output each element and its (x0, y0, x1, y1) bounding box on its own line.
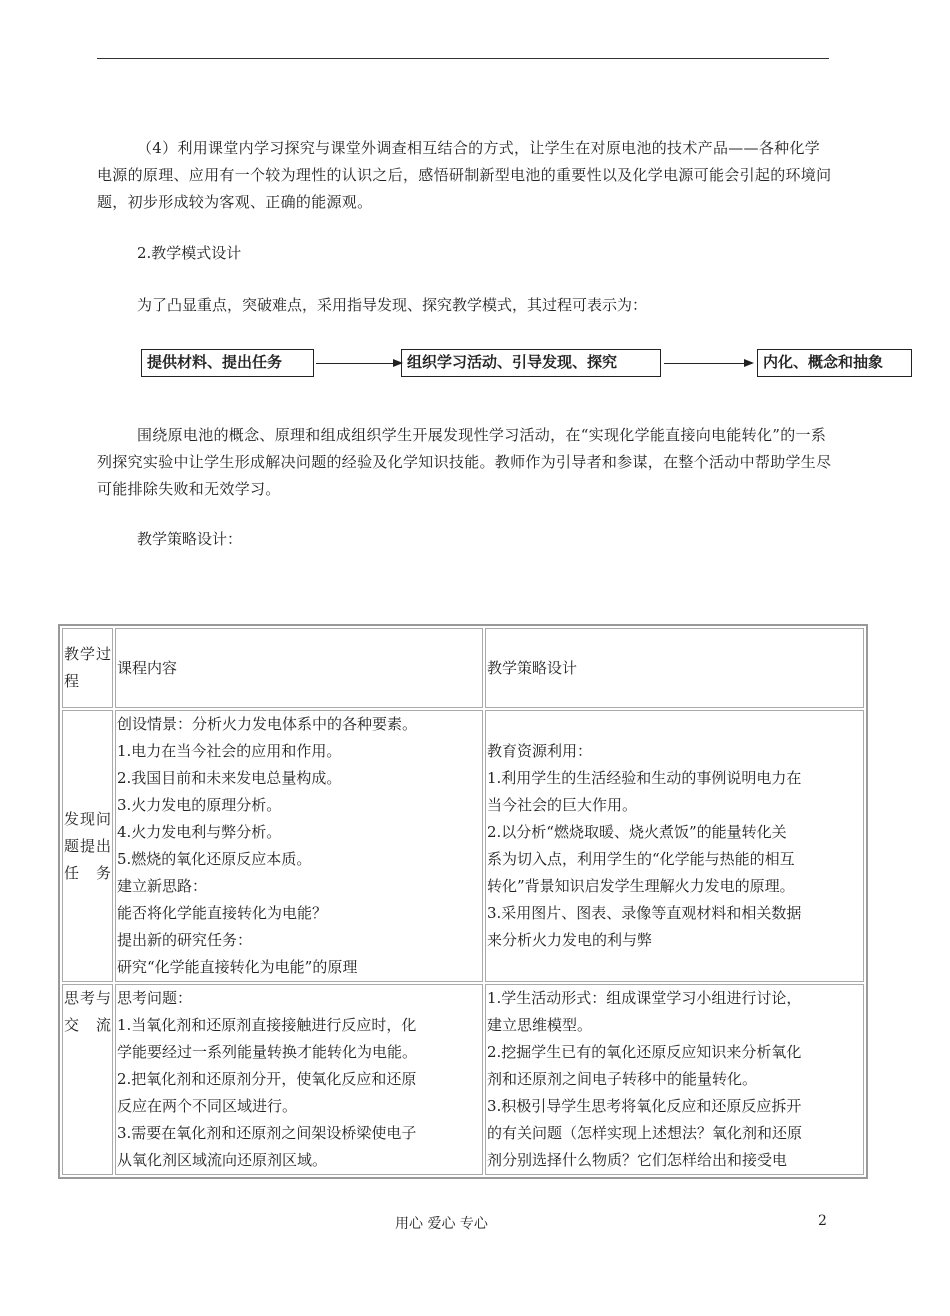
content-line: 4.火力发电利与弊分析。 (117, 823, 282, 841)
content-line: 提出新的研究任务： (117, 931, 253, 949)
content-line: 2.把氧化剂和还原剂分开，使氧化反应和还原 (117, 1070, 417, 1088)
activity-paragraph: 围绕原电池的概念、原理和组成组织学生开展发现性学习活动，在“实现化学能直接向电能转化”的一系列探究实验中让学生形成解决问题的经验及化学知识技能。教师作为引导者和参谋，在整个活动中帮助学生尽可能排除失败和无效学习。 (97, 426, 832, 498)
strategy-line: 教育资源利用： (487, 742, 593, 760)
header-teaching-process: 教学过程 (62, 628, 113, 708)
strategy-line: 1.学生活动形式：组成课堂学习小组进行讨论， (487, 989, 802, 1007)
content-line: 反应在两个不同区域进行。 (117, 1097, 298, 1115)
strategy-line: 建立思维模型。 (487, 1016, 593, 1034)
strategy-cell (485, 984, 864, 1175)
content-line: 建立新思路： (117, 877, 208, 895)
strategy-line: 的有关问题（怎样实现上述想法？氧化剂和还原 (487, 1124, 803, 1142)
stage-cell: 思考与交流 (62, 984, 113, 1175)
footer-slogan: 用心 爱心 专心 (395, 1216, 488, 1232)
content-line: 1.当氧化剂和还原剂直接接触进行反应时，化 (117, 1016, 417, 1034)
strategy-line: 3.积极引导学生思考将氧化反应和还原反应拆开 (487, 1097, 802, 1115)
content-cell (115, 984, 483, 1175)
header-rule (97, 58, 829, 59)
stage-cell: 发现问题提出任务 (62, 710, 113, 982)
section-heading: 2.教学模式设计 (137, 244, 242, 262)
intro-paragraph: （4）利用课堂内学习探究与课堂外调查相互结合的方式，让学生在对原电池的技术产品——各种化学电源的原理、应用有一个较为理性的认识之后，感悟研制新型电池的重要性以及化学电源可能会引起的环境问题，初步形成较为客观、正确的能源观。 (97, 139, 832, 211)
strategy-line: 1.利用学生的生活经验和生动的事例说明电力在 (487, 769, 802, 787)
strategy-line: 剂和还原剂之间电子转移中的能量转化。 (487, 1070, 758, 1088)
strategy-cell (485, 710, 864, 982)
content-line: 创设情景：分析火力发电体系中的各种要素。 (117, 715, 418, 733)
table-header-row (62, 628, 864, 708)
mode-sentence: 为了凸显重点，突破难点，采用指导发现、探究教学模式，其过程可表示为： (137, 296, 648, 314)
content-cell (115, 710, 483, 982)
strategy-line: 2.以分析“燃烧取暖、烧火煮饭”的能量转化关 (487, 823, 787, 841)
content-line: 3.需要在氧化剂和还原剂之间架设桥梁使电子 (117, 1124, 417, 1142)
header-course-content: 课程内容 (115, 628, 483, 708)
strategy-line: 当今社会的巨大作用。 (487, 796, 638, 814)
content-line: 3.火力发电的原理分析。 (117, 796, 282, 814)
strategy-line: 剂分别选择什么物质？它们怎样给出和接受电 (487, 1151, 788, 1169)
content-line: 学能要经过一系列能量转换才能转化为电能。 (117, 1043, 418, 1061)
flow-arrow-1 (316, 363, 401, 364)
teaching-strategy-table (58, 624, 868, 1179)
strategy-line: 来分析火力发电的利与弊 (487, 931, 653, 949)
flow-step-organize-activities: 组织学习活动、引导发现、探究 (401, 349, 661, 377)
flow-arrow-2 (664, 363, 752, 364)
content-line: 2.我国目前和未来发电总量构成。 (117, 769, 342, 787)
flow-step-provide-materials: 提供材料、提出任务 (141, 349, 314, 377)
flow-step-internalize: 内化、概念和抽象 (757, 349, 912, 377)
strategy-line: 转化”背景知识启发学生理解火力发电的原理。 (487, 877, 795, 895)
content-line: 5.燃烧的氧化还原反应本质。 (117, 850, 312, 868)
content-line: 思考问题： (117, 989, 193, 1007)
page-number: 2 (818, 1213, 827, 1229)
content-line: 能否将化学能直接转化为电能？ (117, 904, 328, 922)
process-flow-diagram (137, 347, 914, 381)
table-row (62, 984, 864, 1175)
table-row (62, 710, 864, 982)
content-line: 研究“化学能直接转化为电能”的原理 (117, 958, 358, 976)
strategy-heading: 教学策略设计： (137, 530, 243, 548)
strategy-line: 3.采用图片、图表、录像等直观材料和相关数据 (487, 904, 802, 922)
content-line: 从氧化剂区域流向还原剂区域。 (117, 1151, 328, 1169)
header-strategy-design: 教学策略设计 (485, 628, 864, 708)
strategy-line: 2.挖掘学生已有的氧化还原反应知识来分析氧化 (487, 1043, 802, 1061)
strategy-line: 系为切入点，利用学生的“化学能与热能的相互 (487, 850, 795, 868)
content-line: 1.电力在当今社会的应用和作用。 (117, 742, 342, 760)
